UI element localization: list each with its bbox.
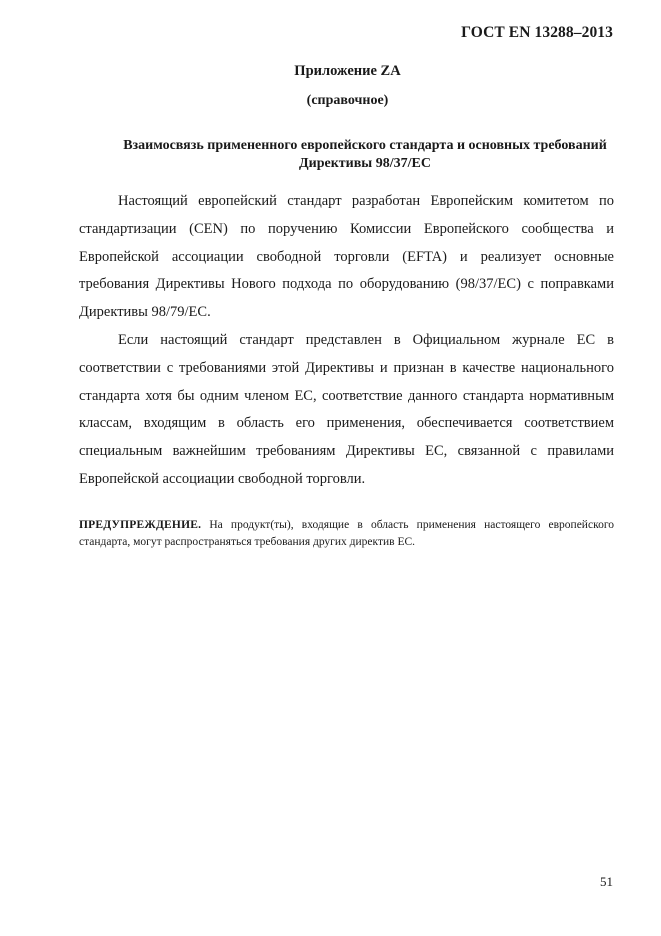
body-text [79,188,614,494]
section-title: Взаимосвязь примененного европейского стандарта и основных требований Директивы 98/37/ЕС [123,138,607,171]
warning-lead: ПРЕДУПРЕЖДЕНИЕ. [79,519,202,531]
page-number: 51 [600,874,613,889]
standard-code: ГОСТ EN 13288–2013 [461,24,613,41]
annex-subtitle: (справочное) [306,93,389,108]
warning-text: На продукт(ты), входящие в область применения настоящего европейского стандарта, могут распространяться требования других директив ЕС. [79,519,614,548]
paragraph-1: Настоящий европейский стандарт разработан Европейским комитетом по стандартизации (CEN) по поручению Комиссии Европейского сообщества и Европейской ассоциации свободной торговли (EFTA) и реализует основные требования Директивы Нового подхода по оборудованию (98/37/ЕС) с поправками Директивы 98/79/ЕС. [79,193,614,321]
annex-title: Приложение ZA [294,63,401,79]
warning-note [79,517,614,551]
paragraph-2: Если настоящий стандарт представлен в Официальном журнале ЕС в соответствии с требованиями этой Директивы и признан в качестве национального стандарта хотя бы одним членом ЕС, соответствие данного стандарта нормативным классам, входящим в область его применения, обеспечивается соответствием специальным важнейшим требованиям Директивы ЕС, связанной с правилами Европейской ассоциации свободной торговли. [79,331,614,487]
